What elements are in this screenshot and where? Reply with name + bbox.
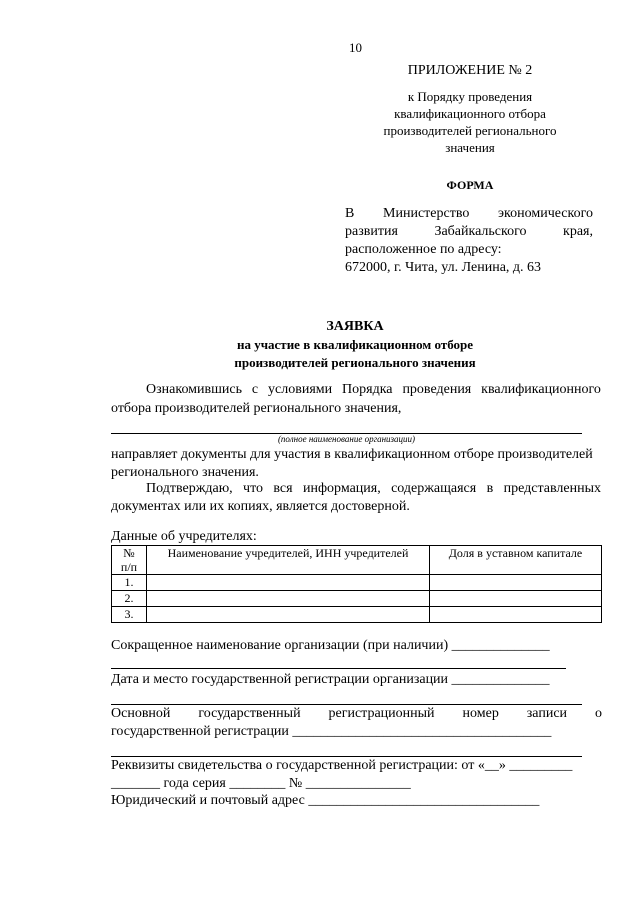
col-name-header: Наименование учредителей, ИНН учредителей — [147, 546, 430, 575]
certificate-field-1[interactable]: Реквизиты свидетельства о государственной регистрации: от «__» _________ — [111, 758, 573, 773]
word: Министерство — [383, 206, 470, 221]
word: о — [594, 706, 602, 721]
confirm-line-1 — [146, 481, 601, 497]
appendix-line: квалификационного отбора — [394, 106, 546, 121]
word: с — [251, 382, 259, 397]
confirm-line-2: документах или их копиях, является достоверной. — [111, 499, 410, 514]
appendix-line: значения — [445, 140, 495, 155]
appendix-block — [360, 62, 580, 156]
word: В — [345, 206, 355, 221]
address-field[interactable]: Юридический и почтовый адрес _________________________________ — [111, 793, 540, 808]
col-number-label-1: № — [123, 546, 135, 560]
application-title: ЗАЯВКА — [326, 319, 384, 334]
application-heading — [100, 318, 610, 372]
founders-table — [111, 545, 602, 623]
cell-name[interactable] — [147, 591, 430, 607]
word: Ознакомившись — [146, 382, 243, 397]
word: вся — [273, 481, 293, 496]
addressee-line-1 — [345, 205, 593, 223]
registration-date-place-field[interactable]: Дата и место государственной регистрации организации ______________ — [111, 672, 550, 687]
col-number-header — [112, 546, 147, 575]
word: регистрационный — [328, 706, 435, 721]
short-name-line-2[interactable] — [111, 668, 566, 669]
word: Забайкальского — [434, 224, 527, 239]
ogrn-line-1 — [111, 706, 602, 722]
org-name-caption: (полное наименование организации) — [277, 434, 416, 444]
row-number: 3. — [112, 607, 147, 623]
word: Основной — [111, 706, 171, 721]
table-row — [112, 607, 602, 623]
sends-line-1: направляет документы для участия в квалификационном отборе производителей — [111, 447, 593, 462]
word: экономического — [498, 206, 593, 221]
word: информация, — [302, 481, 381, 496]
table-row — [112, 591, 602, 607]
cell-name[interactable] — [147, 607, 430, 623]
word: развития — [345, 224, 398, 239]
word: номер — [462, 706, 499, 721]
word: содержащаяся — [391, 481, 477, 496]
word: Порядка — [342, 382, 393, 397]
word: государственный — [198, 706, 301, 721]
founders-header-row — [112, 546, 602, 575]
word: проведения — [402, 382, 472, 397]
appendix-title: ПРИЛОЖЕНИЕ № 2 — [407, 63, 533, 78]
word: Подтверждаю, — [146, 481, 233, 496]
intro-line-2: отбора производителей регионального значения, — [111, 401, 402, 416]
table-row — [112, 575, 602, 591]
row-number: 2. — [112, 591, 147, 607]
word: представленных — [503, 481, 601, 496]
cell-share[interactable] — [430, 575, 602, 591]
word: края, — [563, 224, 593, 239]
appendix-line: к Порядку проведения — [407, 89, 533, 104]
sends-line-2: регионального значения. — [111, 465, 259, 480]
page-number: 10 — [349, 40, 362, 55]
intro-line-1 — [146, 382, 601, 398]
certificate-field-2[interactable]: _______ года серия ________ № _______________ — [111, 776, 411, 791]
founders-label: Данные об учредителях: — [111, 529, 257, 544]
addressee-line-3: расположенное по адресу: — [345, 242, 502, 257]
registration-line-2[interactable] — [111, 704, 582, 705]
form-label: ФОРМА — [446, 178, 494, 192]
word: записи — [526, 706, 568, 721]
word: квалификационного — [481, 382, 601, 397]
addressee-line-4: 672000, г. Чита, ул. Ленина, д. 63 — [345, 260, 542, 275]
application-subtitle-2: производителей регионального значения — [234, 355, 476, 370]
ogrn-line-3[interactable] — [111, 756, 582, 757]
cell-name[interactable] — [147, 575, 430, 591]
word: в — [486, 481, 494, 496]
addressee-block — [345, 205, 593, 277]
short-name-field[interactable]: Сокращенное наименование организации (при наличии) ______________ — [111, 638, 550, 653]
cell-share[interactable] — [430, 591, 602, 607]
appendix-reference — [360, 88, 580, 156]
row-number: 1. — [112, 575, 147, 591]
col-share-header: Доля в уставном капитале — [430, 546, 602, 575]
col-number-label-2: п/п — [120, 560, 138, 574]
cell-share[interactable] — [430, 607, 602, 623]
sends-paragraph — [111, 446, 606, 482]
addressee-line-2 — [345, 223, 593, 241]
word: что — [243, 481, 264, 496]
word: условиями — [268, 382, 333, 397]
application-subtitle-1: на участие в квалификационном отборе — [236, 337, 474, 352]
ogrn-field[interactable]: государственной регистрации _____________________________________ — [111, 724, 552, 739]
appendix-line: производителей регионального — [383, 123, 557, 138]
